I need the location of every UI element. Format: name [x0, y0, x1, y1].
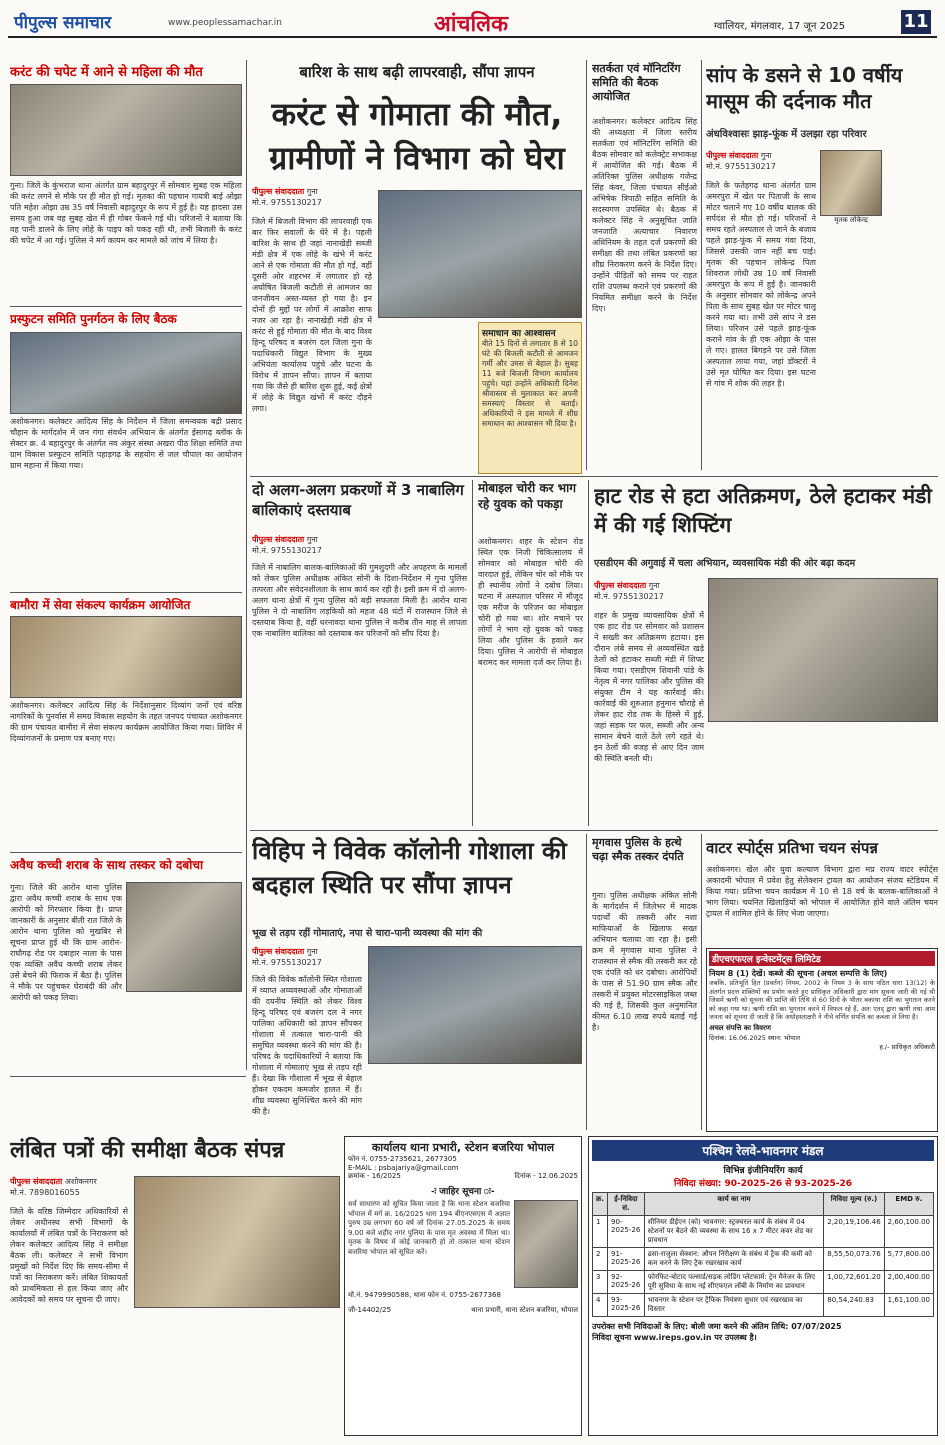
- caption-box: [478, 322, 582, 474]
- cell: 90-2025-26: [608, 1216, 645, 1248]
- photo: [708, 578, 938, 722]
- byline-mobile: मो.नं. 9755130217: [252, 958, 322, 967]
- office-name: कार्यालय थाना प्रभारी, स्टेशन बजरिया भोपाल: [371, 1141, 555, 1154]
- story-body: जिले के वरिष्ठ जिम्मेदार अधिकारियों से लेकर अधीनस्थ सभी विभागों के कार्यालयों में लंबित पत्रों के निराकरण को लेकर कलेक्टर आदित्य सिंह ने समीक्षा बैठक ली। कलेक्टर ने सभी विभाग प्रमुखों को निर्देश दिए कि समय-सीमा में पत्रों का निराकरण करें। लंबित शिकायतों को प्राथमिकता से हल किया जाए और आवेदकों को समय पर सूचना दी जाए।: [10, 1207, 128, 1304]
- table-header-row: [593, 1193, 934, 1216]
- headline: मोबाइल चोरी कर भाग रहे युवक को पकड़ा: [478, 481, 576, 511]
- pending-letters-head: [10, 1136, 340, 1172]
- minors-head: [252, 480, 467, 532]
- story-body: गुना। पुलिस अधीक्षक अंकित सोनी के मार्गदर्शन में जिलेभर में मादक पदार्थों की तस्करी और नशा माफियाओं के खिलाफ सख्त अभियान चलाया जा रहा है। इसी क्रम में मृगवास थाना पुलिस ने राजस्थान से स्मैक की तस्करी कर रहे एक दंपति को धर दबोचा। आरोपियों के पास से 51.90 ग्राम स्मैक और तस्करी में प्रयुक्त मोटरसाइकिल जब्त की गई है, जिसकी कुल अनुमानित कीमत 6.10 लाख रुपये बताई गई है।: [592, 891, 697, 1032]
- cell: 80,54,240.83: [824, 1294, 884, 1317]
- headline: बामौरा में सेवा संकल्प कार्यक्रम आयोजित: [10, 598, 191, 612]
- column-rule: [701, 834, 702, 1130]
- byline-agency: पीपुल्स संवाददाता: [252, 947, 305, 956]
- headline: लंबित पत्रों की समीक्षा बैठक संपन्न: [10, 1138, 285, 1163]
- caption-title: समाधान का आश्वासन: [482, 329, 556, 339]
- railway-title: पश्चिम रेलवे-भावनगर मंडल: [592, 1140, 934, 1161]
- police-notice: [344, 1136, 582, 1436]
- snake-head: [706, 62, 936, 122]
- dhfl-notice: [706, 948, 938, 1132]
- cell: सीनियर डीईएन (को) भावनगर: स्ट्रक्चरल कार्य के संबंध में 04 स्टेशनों पर बैठने की व्यवस्था के साथ 16 x 7 मीटर कवर शेड का प्रावधान: [644, 1216, 824, 1248]
- notice-title: नियम 8 (1) देखें। कब्जे की सूचना (अचल सम्पत्ति के लिए): [709, 969, 888, 978]
- story-col1-1: [10, 62, 242, 182]
- snake-subhead: [706, 126, 936, 144]
- col-header: कार्य का नाम: [644, 1193, 824, 1216]
- column-rule: [588, 480, 589, 826]
- byline-place: गुना: [306, 947, 318, 956]
- story-body: गुना। जिले के कुंभराज थाना अंतर्गत ग्राम बहादुरपुर में सोमवार सुबह एक महिला की करंट लगने से मौके पर ही मौत हो गई। मृतका की पहचान गायत्री बाई ओझा पति महेश ओझा उम्र 35 वर्ष निवासी बहादुरपुर के रूप में हुई है। यह हादसा उस समय हुआ जब वह सुबह खेत में ही गोबर फेंकने गई थी। परिजनों ने बताया कि वह पानी डालने के लिए लोहे के पाइप को पकड़ रही थी, तभी बिजली के करंट की चपेट में आ गई। पुलिस ने मर्ग कायम कर मामले को जांच में लिया है।: [10, 181, 242, 245]
- headline: सतर्कता एवं मॉनिटरिंग समिति की बैठक आयोजित: [592, 62, 681, 103]
- photo: [10, 84, 242, 176]
- story-body: गुना। जिले की आरोन थाना पुलिस द्वारा अवैध कच्ची शराब के साथ एक आरोपी को गिरफ्तार किया है। प्राप्त जानकारी के अनुसार बीती रात जिले के आरोन थाना पुलिस को मुखबिर से सूचना प्राप्त हुई थी कि ग्राम आरोन-राघौगढ़ रोड पर दबाहार नाला के पास एक व्यक्ति अवैध कच्ची शराब लेकर उसे बेचने की फिराक में बैठा है। पुलिस ने मौके पर पहुंचकर घेराबंदी की और आरोपी को पकड़ लिया।: [10, 883, 122, 1002]
- dateline: ग्वालियर, मंगलवार, 17 जून 2025: [714, 21, 846, 32]
- story-body: अशोकनगर। शहर के स्टेशन रोड स्थित एक निजी चिकित्सालय में सोमवार को मोबाइल चोरी की वारदात हुई, लेकिन चोर को मौके पर ही स्थानीय लोगों ने दबोच लिया। घटना में अस्पताल परिसर में मौजूद एक मरीज के परिजन का मोबाइल चोरी हो गया था। शोर मचाने पर लोगों ने भाग रहे युवक को पकड़ लिया और पुलिस के हवाले कर दिया। पुलिस ने आरोपी से मोबाइल बरामद कर मामला दर्ज कर लिया है।: [478, 537, 583, 667]
- gaushala-subhead: [252, 926, 582, 942]
- story-col1-2-head: [10, 310, 242, 332]
- divider: [10, 852, 242, 853]
- byline-agency: पीपुल्स संवाददाता: [252, 535, 305, 544]
- divider: [10, 306, 242, 307]
- photo: [514, 1200, 578, 1288]
- byline: [594, 580, 704, 606]
- byline-place: अशोकनगर: [64, 1177, 97, 1186]
- col-header: निविदा मूल्य (रु.): [824, 1193, 884, 1216]
- cell: ढसा-राजुला सेक्शन: औपन निरीक्षण के संबंध में ट्रैक की कमी को कम करने के लिए ट्रैक रखरखाव कार्य: [644, 1248, 824, 1271]
- section-title: आंचलिक: [434, 12, 508, 37]
- main-headline: [252, 92, 582, 184]
- cell: 93-2025-26: [608, 1294, 645, 1317]
- page-number: 11: [901, 10, 931, 34]
- email[interactable]: E-MAIL : psbajariya@gmail.com: [348, 1164, 459, 1172]
- divider: [10, 592, 242, 593]
- main-kicker: [252, 62, 582, 86]
- column-rule: [472, 480, 473, 826]
- cell: 3: [593, 1271, 608, 1294]
- smack-head: [592, 836, 697, 888]
- byline-agency: पीपुल्स संवाददाता: [594, 581, 647, 590]
- headline: सांप के डसने से 10 वर्षीय मासूम की दर्दनाक मौत: [706, 63, 903, 113]
- byline-place: गुना: [760, 151, 772, 160]
- notice-date: दिनांक - 12.06.2025: [514, 1172, 578, 1180]
- property-label: अचल संपत्ति का विवरण: [709, 1023, 771, 1032]
- story-body-cont: [368, 1066, 582, 1130]
- subhead: एसडीएम की अगुवाई में चला अभियान, व्यवसायिक मंडी की ओर बढ़ा कदम: [594, 558, 856, 569]
- column-rule: [701, 60, 702, 470]
- story-body: अशोकनगर। खेल और युवा कल्याण विभाग द्वारा मप्र राज्य वाटर स्पोर्ट्स अकादमी भोपाल में प्रवेश हेतु सेलेक्शन ट्रायल का आयोजन संजय स्टेडियम में किया गया। प्रतिभा चयन कार्यक्रम में 10 से 18 वर्ष के बालक-बालिकाओं ने भाग लिया। चयनित खिलाड़ियों को भोपाल में आयोजित होने वाले अंतिम चयन ट्रायल में शामिल होने के लिए भेजा जाएगा।: [706, 865, 938, 918]
- subhead: अंधविश्वासः झाड़-फूंक में उलझा रहा परिवार: [706, 129, 867, 140]
- story-body: अशोकनगर। कलेक्टर आदित्य सिंह की अध्यक्षता में जिला स्तरीय सतर्कता एवं मॉनिटरिंग समिति की बैठक सोमवार को कलेक्ट्रेट सभाकक्ष में आयोजित की गई। बैठक में अतिरिक्त पुलिस अधीक्षक गजेन्द्र सिंह कंवर, जिला पंचायत सीईओ अभिषेक त्रिपाठी सहित समिति के सदस्यगण उपस्थित थे। बैठक में कलेक्टर सिंह ने अनुसूचित जाति जनजाति अत्याचार निवारण अधिनियम के तहत दर्ज प्रकरणों की समीक्षा की तथा लंबित प्रकरणों का शीघ्र निराकरण करने के निर्देश दिए। उन्होंने पीड़ितों को समय पर राहत राशि उपलब्ध कराने एवं प्रकरणों की नियमित समीक्षा करने के निर्देश दिए।: [592, 117, 697, 313]
- story-col1-4-head: [10, 856, 242, 880]
- photo-caption: [818, 216, 884, 226]
- byline: [252, 186, 372, 214]
- photo: [368, 946, 582, 1064]
- notice-title: -ः जाहिर सूचना ः-: [431, 1187, 495, 1197]
- photo: [378, 190, 582, 318]
- cell: 92-2025-26: [608, 1271, 645, 1294]
- story-body-cont: [708, 726, 938, 826]
- signatory: थाना प्रभारी, थाना स्टेशन बजरिया, भोपाल: [471, 1306, 578, 1314]
- cell: 1,61,100.00: [884, 1294, 933, 1317]
- story-body: जिले की विवेक कॉलोनी स्थित गोशाला में व्याप्त अव्यवस्थाओं और गोमाताओं की दयनीय स्थिति को लेकर विश्व हिन्दू परिषद एवं बजरंग दल ने नगर पालिका अधिकारी को ज्ञापन सौंपकर गोशाला में तत्काल चारा-पानी की समुचित व्यवस्था करने की मांग की है। परिषद के पदाधिकारियों ने बताया कि गोशाला में गोमाताएं भूख से तड़प रही हैं। देखा कि गौशाला में भूख से बेहाल होकर एकदम कमजोर हालत में हैं। शीघ्र व्यवस्था सुनिश्चित करने की मांग की है।: [252, 975, 362, 1116]
- story-body-cont: [134, 1312, 340, 1436]
- story-body-cont: [820, 230, 936, 470]
- company-name: डीएचएफएल इन्वेस्टमेंट्स लिमिटेड: [709, 951, 935, 966]
- cell: 1: [593, 1216, 608, 1248]
- byline-place: गुना: [306, 187, 318, 196]
- cell: 8,55,50,073.76: [824, 1248, 884, 1271]
- notice-body: जबकि, प्रतिभूति हित (प्रवर्तन) नियम, 2002 के नियम 3 के साथ पठित धारा 13(12) के अंतर्गत प्रदत्त शक्तियों का प्रयोग करते हुए प्राधिकृत अधिकारी द्वारा मांग सूचना जारी की गई थी जिसमें ऋणी को सूचना की प्राप्ति की तिथि से 60 दिनों के भीतर बकाया राशि का भुगतान करने को कहा गया था। ऋणी राशि का भुगतान करने में विफल रहे हैं, अतः एतद् द्वारा ऋणी तथा आम जनता को सूचना दी जाती है कि अधोहस्ताक्षरी ने नीचे वर्णित संपत्ति का कब्जा ले लिया है।: [709, 979, 935, 1021]
- story-body: जिले के फतेहगढ़ थाना अंतर्गत ग्राम अमरपुरा में खेत पर पिताजी के साथ मोटर चलाने गए 10 वर्षीय बालक की सर्पदंश से मौत हो गई। परिजनों ने समय रहते अस्पताल ले जाने के बजाय पहले झाड़-फूंक में समय गंवा दिया, जिससे उसकी जान नहीं बच पाई। मृतक की पहचान लोकेन्द्र पिता शिवराज लोधी उम्र 10 वर्ष निवासी अमरपुरा के रूप में हुई है। जानकारी के अनुसार सोमवार को लोकेन्द्र अपने पिता के साथ सुबह खेत पर मोटर चालू करने गया था। तभी उसे सांप ने डस लिया। परिजन उसे पहले झाड़-फूंक कराने गांव के ही एक ओझा के पास ले गए। हालत बिगड़ने पर उसे जिला अस्पताल लाया गया, जहां डॉक्टरों ने उसे मृत घोषित कर दिया। इस घटना से गांव में शोक की लहर है।: [706, 181, 816, 388]
- tender-footer: उपरोक्त सभी निविदाओं के लिए: बोली जमा करने की अंतिम तिथि: 07/07/2025: [592, 1322, 842, 1331]
- story-col1-3-head: [10, 596, 242, 616]
- headline: करंट की चपेट में आने से महिला की मौत: [10, 65, 203, 80]
- cell: 2,60,100.00: [884, 1216, 933, 1248]
- byline: [706, 150, 816, 176]
- cell: फोरफिट-बोटाद पल्सार्ड/सड़क लोडिंग प्लेटफार्म: ट्रेन मैनेजर के लिए पूरी सुविधा के साथ नई सीएफएल लॉबी के निर्माण का प्रावधान: [644, 1271, 824, 1294]
- byline-mobile: मो.नं. 9755130217: [252, 198, 322, 207]
- byline: [252, 534, 467, 560]
- col-header: क्र.: [593, 1193, 608, 1216]
- cell: 1,00,72,601.20: [824, 1271, 884, 1294]
- column-rule: [586, 834, 587, 1130]
- story-body: जिले में बिजली विभाग की लापरवाही एक बार फिर सवालों के घेरे में है। पहली बारिश के साथ ही जहां नानाखेड़ी सब्जी मंडी क्षेत्र में एक लोहे के खंभे में करंट आने से एक गोमाता की मौत हो गई, वहीं दूसरी ओर शहरभर में लगातार हो रहे अघोषित बिजली कटौती से आमजन का जनजीवन अस्त-व्यस्त हो गया है। इन दोनों ही मुद्दों पर लोगों में आक्रोश साफ नजर आ रहा है। नानाखेड़ी मंडी क्षेत्र में करंट से हुई गोमाता की मौत के बाद विश्व हिन्दू परिषद व बजरंग दल जिला गुना के पदाधिकारी विद्युत विभाग के मुख्य अभियंता कार्यालय पहुंचे और घटना के विरोध में ज्ञापन सौंपा। ज्ञापन में बताया गया कि जैसे ही बारिश शुरू हुई, कई क्षेत्रों में लोहे के विद्युत खंभों में करंट दौड़ने लगा।: [252, 217, 372, 413]
- byline-mobile: मो.नं. 9755130217: [594, 592, 664, 601]
- byline-mobile: मो.नं. 9755130217: [252, 546, 322, 555]
- story-body-cont: [378, 322, 478, 472]
- column-rule: [586, 60, 587, 470]
- website-url[interactable]: www.peoplessamachar.in: [168, 18, 282, 28]
- caption: मृतक लोकेन्द्र: [834, 216, 868, 224]
- mobile-thief-head: [478, 480, 583, 534]
- kicker-text: बारिश के साथ बढ़ी लापरवाही, सौंपा ज्ञापन: [299, 63, 535, 81]
- byline: [252, 946, 362, 972]
- cell: 2: [593, 1248, 608, 1271]
- water-sports-head: [706, 838, 938, 862]
- byline: [10, 1176, 130, 1202]
- cell: भावनगर के स्टेशन पर ट्रैफिक नियंत्रण सुधार एवं रखरखाव का विस्तार: [644, 1294, 824, 1317]
- railway-subtitle: विभिन्न इंजीनियरिंग कार्य: [723, 1166, 803, 1176]
- logo[interactable]: पीपुल्स समाचार: [14, 13, 112, 33]
- encroach-head: [594, 482, 938, 554]
- phone: फोन नं. 0755-2735621, 2677305: [348, 1155, 457, 1163]
- tender-footer-2: निविदा सूचना www.ireps.gov.in पर उपलब्ध है।: [592, 1333, 757, 1342]
- tender-table: [592, 1192, 934, 1317]
- byline-place: गुना: [306, 535, 318, 544]
- byline-agency: पीपुल्स संवाददाता: [10, 1177, 63, 1186]
- subhead: भूख से तड़प रहीं गोमाताएं, नपा से चारा-पानी व्यवस्था की मांग की: [252, 928, 483, 939]
- date-place: दिनांक: 16.06.2025 स्थान: भोपाल: [709, 1033, 801, 1042]
- headline-text: करंट से गोमाता की मौत, ग्रामीणों ने विभाग को घेरा: [269, 95, 565, 177]
- col-header: ई-निविदा सं.: [608, 1193, 645, 1216]
- headline: विहिप ने विवेक कॉलोनी गोशाला की बदहाल स्थिति पर सौंपा ज्ञापन: [252, 837, 567, 899]
- railway-tender: [588, 1136, 938, 1436]
- photo: [126, 882, 242, 992]
- photo: [10, 616, 242, 698]
- divider: [10, 1076, 246, 1077]
- tender-number: निविदा संख्या: 90-2025-26 से 93-2025-26: [673, 1179, 853, 1189]
- cell: 91-2025-26: [608, 1248, 645, 1271]
- headline: प्रस्फुटन समिति पुनर्गठन के लिए बैठक: [10, 312, 177, 326]
- table-row: [593, 1248, 934, 1271]
- table-row: [593, 1271, 934, 1294]
- headline: वाटर स्पोर्ट्स प्रतिभा चयन संपन्न: [706, 839, 878, 857]
- cell: 2,20,19,106.46: [824, 1216, 884, 1248]
- divider: [250, 830, 938, 831]
- vigilance-head: [592, 62, 697, 114]
- photo: [10, 332, 242, 414]
- notice-body: सर्व साधारण को सूचित किया जाता है कि थाना स्टेशन बजरिया भोपाल में मर्ग क्र. 16/2025 धारा 194 बीएनएसएस में अज्ञात पुरुष उम्र लगभग 60 वर्ष जो दिनांक 27.05.2025 के समय 9.00 बजे शहीद नगर पुलिया के पास मृत अवस्था में मिला था। मृतक के विषय में कोई जानकारी हो तो तत्काल थाना स्टेशन बजरिया भोपाल को सूचित करें।: [348, 1200, 510, 1256]
- photo: [820, 150, 882, 216]
- headline: दो अलग-अलग प्रकरणों में 3 नाबालिग बालिकाएं दस्तयाब: [252, 481, 464, 519]
- story-body: शहर के प्रमुख व्यावसायिक क्षेत्रों में एक हाट रोड पर सोमवार को प्रशासन ने सख्ती कर अतिक्रमण हटाया। इस दौरान लंबे समय से अव्यवस्थित खड़े ठेलों को हटाकर सब्जी मंडी में शिफ्ट किया गया। एसडीएम शिवानी पांडे के नेतृत्व में नगर पालिका और पुलिस की संयुक्त टीम ने यह कार्रवाई की। कार्रवाई की शुरुआत हनुमान चौराहे से लेकर हाट रोड तक के हिस्से में हुई, जहां सड़क पर फल, सब्जी और अन्य सामान बेचने वाले ठेले लगे रहते थे। इन ठेलों की वजह से आए दिन जाम की स्थिति बनती थी।: [594, 611, 704, 763]
- cell: 4: [593, 1294, 608, 1317]
- table-row: [593, 1294, 934, 1317]
- reference: जी-14402/25: [348, 1306, 392, 1314]
- cell: 5,77,800.00: [884, 1248, 933, 1271]
- headline: मृगवास पुलिस के हत्थे चढ़ा स्मैक तस्कर दंपति: [592, 836, 684, 863]
- byline-mobile: मो.नं. 9755130217: [706, 162, 776, 171]
- signatory: ह./- प्राधिकृत अधिकारी: [879, 1042, 935, 1051]
- encroach-subhead: [594, 556, 938, 572]
- column-rule: [246, 60, 247, 1070]
- masthead: [8, 8, 937, 38]
- col-header: EMD रु.: [884, 1193, 933, 1216]
- contact: मो.नं. 9479990588, थाना फोन नं. 0755-2677368: [348, 1291, 501, 1299]
- notice-number: क्रमांक - 16/2025: [348, 1172, 401, 1180]
- photo: [134, 1176, 340, 1308]
- headline: हाट रोड से हटा अतिक्रमण, ठेले हटाकर मंडी में की गई शिफ्टिंग: [594, 484, 932, 537]
- caption-body: बीते 15 दिनों से लगातार 8 से 10 घंटे की बिजली कटौती से आमजन गर्मी और उमस से बेहाल है। सुबह 11 बजे बिजली विभाग कार्यालय पहुंचे। यहां उन्होंने अधिकारी दिनेश श्रीवास्तव से मुलाकात कर अपनी समस्याएं विस्तार से बताईं। अधिकारियों ने इस मामले में शीघ्र समाधान का आश्वासन भी दिया है।: [482, 339, 578, 428]
- byline-agency: पीपुल्स संवाददाता: [252, 187, 305, 196]
- cell: 2,00,400.00: [884, 1271, 933, 1294]
- story-body: जिले में नाबालिग बालक-बालिकाओं की गुमशुदगी और अपहरण के मामलों को लेकर पुलिस अधीक्षक अंकित सोनी के दिशा-निर्देशन में गुना पुलिस तत्परता और संवेदनशीलता के साथ कार्य कर रही है। इसी क्रम में दो अलग-अलग थाना क्षेत्रों में गुना पुलिस को बड़ी सफलता मिली है। आरोन थाना पुलिस ने दो नाबालिग लड़कियों को महज 48 घंटों में राजस्थान जिले से दस्तयाब किया है, वहीं धरनावदा थाना पुलिस ने करीब तीन माह से लापता एक नाबालिग बालिका को दस्तयाब कर परिजनों को सौंप दिया है।: [252, 563, 467, 638]
- gaushala-head: [252, 834, 582, 926]
- byline-mobile: मो.नं. 7898016055: [10, 1188, 80, 1197]
- story-body: अशोकनगर। कलेक्टर आदित्य सिंह के निर्देशानुसार दिव्यांग जनों एवं वरिष्ठ नागरिकों के पुनर्वास में समग्र विकास सहयोग के तहत जनपद पंचायत अशोकनगर की ग्राम पंचायत बामौरा में सेवा संकल्प कार्यक्रम आयोजित किया गया। शिविर में दिव्यांगजनों के प्रमाण पत्र बनाए गए।: [10, 701, 242, 743]
- byline-agency: पीपुल्स संवाददाता: [706, 151, 759, 160]
- byline-place: गुना: [648, 581, 660, 590]
- divider: [250, 476, 938, 477]
- table-row: [593, 1216, 934, 1248]
- headline: अवैध कच्ची शराब के साथ तस्कर को दबोचा: [10, 858, 204, 872]
- story-body: अशोकनगर। कलेक्टर आदित्य सिंह के निर्देशन में जिला समन्वयक बद्री प्रसाद चौहान के मार्गदर्शन में जन गंगा संवर्धन अभियान के अंतर्गत ईसागढ़ ब्लॉक के सेक्टर क्र. 4 बहादुरपुर के अंतर्गत नव अंकुर संस्था अखरा पीठ शिक्षा समिति तथा ग्राम विकास प्रस्फुटन समिति पहाड़गढ़ के सहयोग से जल चौपाल का आयोजन ग्राम महाना में किया गया।: [10, 417, 242, 470]
